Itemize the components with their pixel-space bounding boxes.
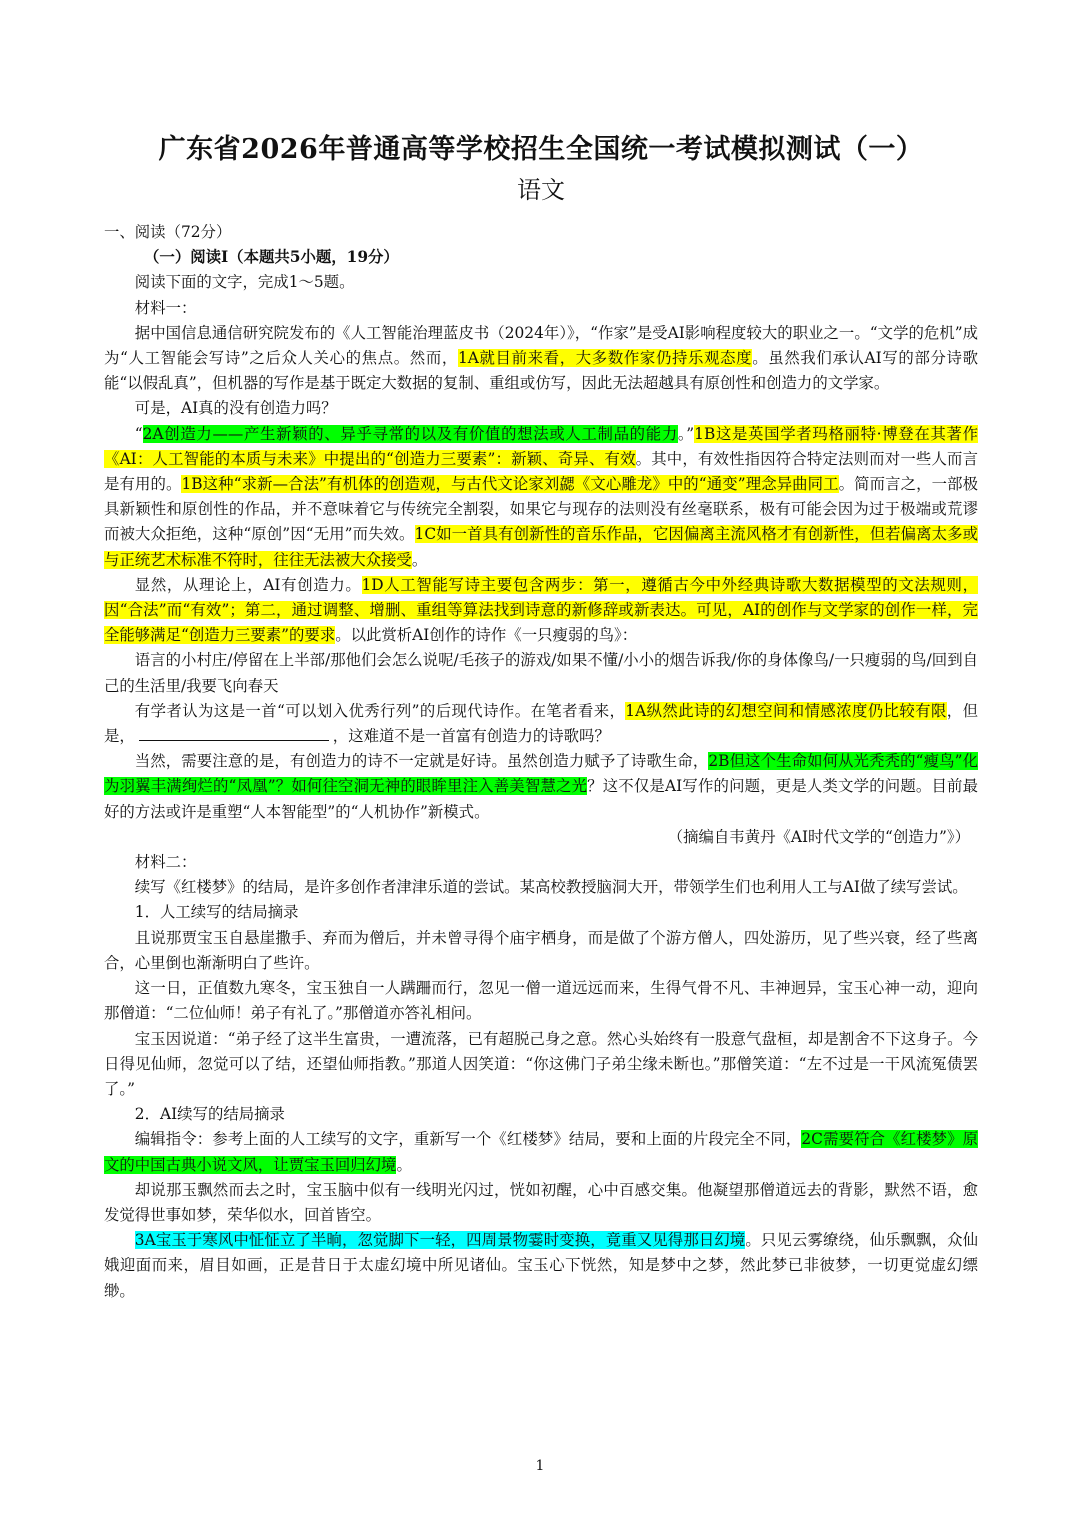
material1-label: 材料一： [134, 298, 197, 317]
highlight-1a-second: 1A纵然此诗的幻想空间和情感浓度仍比较有限 [625, 701, 947, 720]
material2-heading-2: 2．AI续写的结局摘录 [134, 1105, 285, 1124]
fill-in-blank[interactable] [139, 724, 329, 741]
text-run: 。 [411, 550, 428, 569]
section-heading: 一、阅读（72分） [104, 223, 232, 241]
text-run: 。以此赏析AI创作的诗作《一只瘦弱的鸟》： [335, 626, 638, 645]
page-title: 广东省2026年普通高等学校招生全国统一考试模拟测试（一） [158, 134, 924, 165]
text-run: 。其中，有效性指因符合特定法则而对一些人而言是有用的。 [104, 449, 978, 494]
highlight-1d: 1D人工智能写诗主要包含两步：第一，遵循古今中外经典诗歌大数据模型的文法规则，因“合法”而“有效”；第二，通过调整、增删、重组等算法找到诗意的新修辞或新表达。可见，AI的创作与文学家的创作一样，完全能够满足“创造力三要素”的要求 [104, 575, 978, 645]
material2-paragraph-4: 宝玉因说道：“弟子经了这半生富贵，一遭流落，已有超脱己身之意。然心头始终有一股意气盘桓，却是割舍不下这身子。今日得见仙师，忽觉可以了结，还望仙师指教。”那道人因笑道：“你这佛门子弟尘缘未断也。”那僧笑道：“左不过是一干风流冤债罢了。” [104, 1029, 978, 1098]
subject-title: 语文 [517, 176, 565, 204]
highlight-1b-first: 1B这是英国学者玛格丽特·博登在其著作《AI：人工智能的本质与未来》中提出的“创造力三要素”：新颖、奇异、有效 [104, 424, 978, 468]
text-run: 据中国信息通信研究院发布的《人工智能治理蓝皮书（2024年）》，“作家”是受AI影响程度较大的职业之一。“文学的危机”成为“人工智能会写诗”之后众人关心的焦点。然而， [104, 323, 978, 368]
highlight-1a: 1A就目前来看，大多数作家仍持乐观态度 [457, 349, 753, 368]
highlight-1c: 1C如一首具有创新性的音乐作品，它因偏离主流风格才有创新性，但若偏离太多或与正统艺术标准不符时，往往无法被大众接受 [104, 525, 978, 569]
material2-paragraph-7 [104, 1228, 978, 1304]
page-number: 1 [535, 1458, 545, 1474]
material1-paragraph-1 [104, 321, 978, 397]
document-body [104, 220, 978, 1304]
material2-paragraph-6: 却说那玉飘然而去之时，宝玉脑中似有一线明光闪过，恍如初醒，心中百感交集。他凝望那僧道远去的背影，默然不语，愈发觉得世事如梦，荣华似水，回首皆空。 [104, 1180, 978, 1224]
poem-text: 语言的小村庄/停留在上半部/那他们会怎么说呢/毛孩子的游戏/如果不懂/小小的烟告诉我/你的身体像鸟/一只瘦弱的鸟/回到自己的生活里/我要飞向春天 [104, 651, 978, 695]
text-run: 有学者认为这是一首“可以划入优秀行列”的后现代诗作。在笔者看来， [134, 701, 626, 720]
text-run: ，这难道不是一首富有创造力的诗歌吗？ [332, 727, 610, 746]
highlight-2c: 2C需要符合《红楼梦》原文的中国古典小说文风，让贾宝玉回归幻境 [104, 1130, 978, 1174]
text-run: 。” [677, 424, 695, 443]
text-run: 。只见云雾缭绕，仙乐飘飘，众仙娥迎面而来，眉目如画，正是昔日于太虚幻境中所见诸仙。宝玉心下恍然，知是梦中之梦，然此梦已非彼梦，一切更觉虚幻缥缈。 [104, 1231, 978, 1300]
material2-paragraph-5 [104, 1127, 978, 1177]
text-run: ？这不仅是AI写作的问题，更是人类文学的问题。目前最好的方法或许是重塑“人本智能型”的“人机协作”新模式。 [104, 777, 978, 821]
text-run: 显然，从理论上，AI有创造力。 [134, 575, 362, 594]
text-run: 。简而言之，一部极具新颖性和原创性的作品，并不意味着它与传统完全割裂，如果它与现存的法则没有丝毫联系，极有可能会因为过于极端或荒谬而被大众拒绝，这种“原创”因“无用”而失效。 [104, 475, 978, 544]
material1-paragraph-3 [104, 422, 978, 573]
material2-paragraph-1: 续写《红楼梦》的结局，是许多创作者津津乐道的尝试。某高校教授脑洞大开，带领学生们也利用人工与AI做了续写尝试。 [134, 878, 968, 897]
instruction: 阅读下面的文字，完成1～5题。 [134, 273, 355, 292]
text-run: 编辑指令：参考上面的人工续写的文字，重新写一个《红楼梦》结局，要和上面的片段完全不同， [134, 1130, 802, 1149]
highlight-2a: 2A创造力——产生新颖的、异乎寻常的以及有价值的想法或人工制品的能力 [142, 424, 678, 443]
material1-paragraph-5 [104, 699, 978, 749]
text-run: 。虽然我们承认AI写的部分诗歌能“以假乱真”，但机器的写作是基于既定大数据的复制、重组或仿写，因此无法超越具有原创性和创造力的文学家。 [104, 349, 978, 393]
text-run: “ [134, 424, 143, 443]
text-run: 当然，需要注意的是，有创造力的诗不一定就是好诗。虽然创造力赋予了诗歌生命， [134, 752, 709, 771]
material2-paragraph-3: 这一日，正值数九寒冬，宝玉独自一人蹒跚而行，忽见一僧一道远远而来，生得气骨不凡、丰神迥异，宝玉心神一动，迎向那僧道：“二位仙师！弟子有礼了。”那僧道亦答礼相问。 [104, 979, 978, 1023]
highlight-1b-second: 1B这种“求新—合法”有机体的创造观，与古代文论家刘勰《文心雕龙》中的“通变”理念异曲同工 [181, 475, 839, 494]
material2-heading-1: 1．人工续写的结局摘录 [134, 903, 299, 922]
highlight-3a: 3A宝玉于寒风中怔怔立了半晌，忽觉脚下一轻，四周景物霎时变换，竟重又见得那日幻境 [134, 1231, 746, 1250]
document-page [104, 130, 978, 1304]
material1-paragraph-4 [104, 573, 978, 649]
text-run: 。 [396, 1155, 412, 1174]
material1-paragraph-6 [104, 749, 978, 825]
source-citation: （摘编自韦黄丹《AI时代文学的“创造力”》） [667, 827, 970, 846]
subsection-heading: （一）阅读Ⅰ（本题共5小题，19分） [144, 248, 399, 267]
material2-label: 材料二： [134, 853, 197, 872]
material1-paragraph-2: 可是，AI真的没有创造力吗？ [134, 399, 337, 418]
material2-paragraph-2: 且说那贾宝玉自悬崖撒手、弃而为僧后，并未曾寻得个庙宇栖身，而是做了个游方僧人，四处游历，见了些兴衰，经了些离合，心里倒也渐渐明白了些许。 [104, 928, 978, 972]
text-run: ，但是， [104, 701, 978, 746]
highlight-2b: 2B但这个生命如何从光秃秃的“瘦鸟”化为羽翼丰满绚烂的“凤凰”？如何往空洞无神的眼眸里注入善美智慧之光 [104, 752, 978, 796]
